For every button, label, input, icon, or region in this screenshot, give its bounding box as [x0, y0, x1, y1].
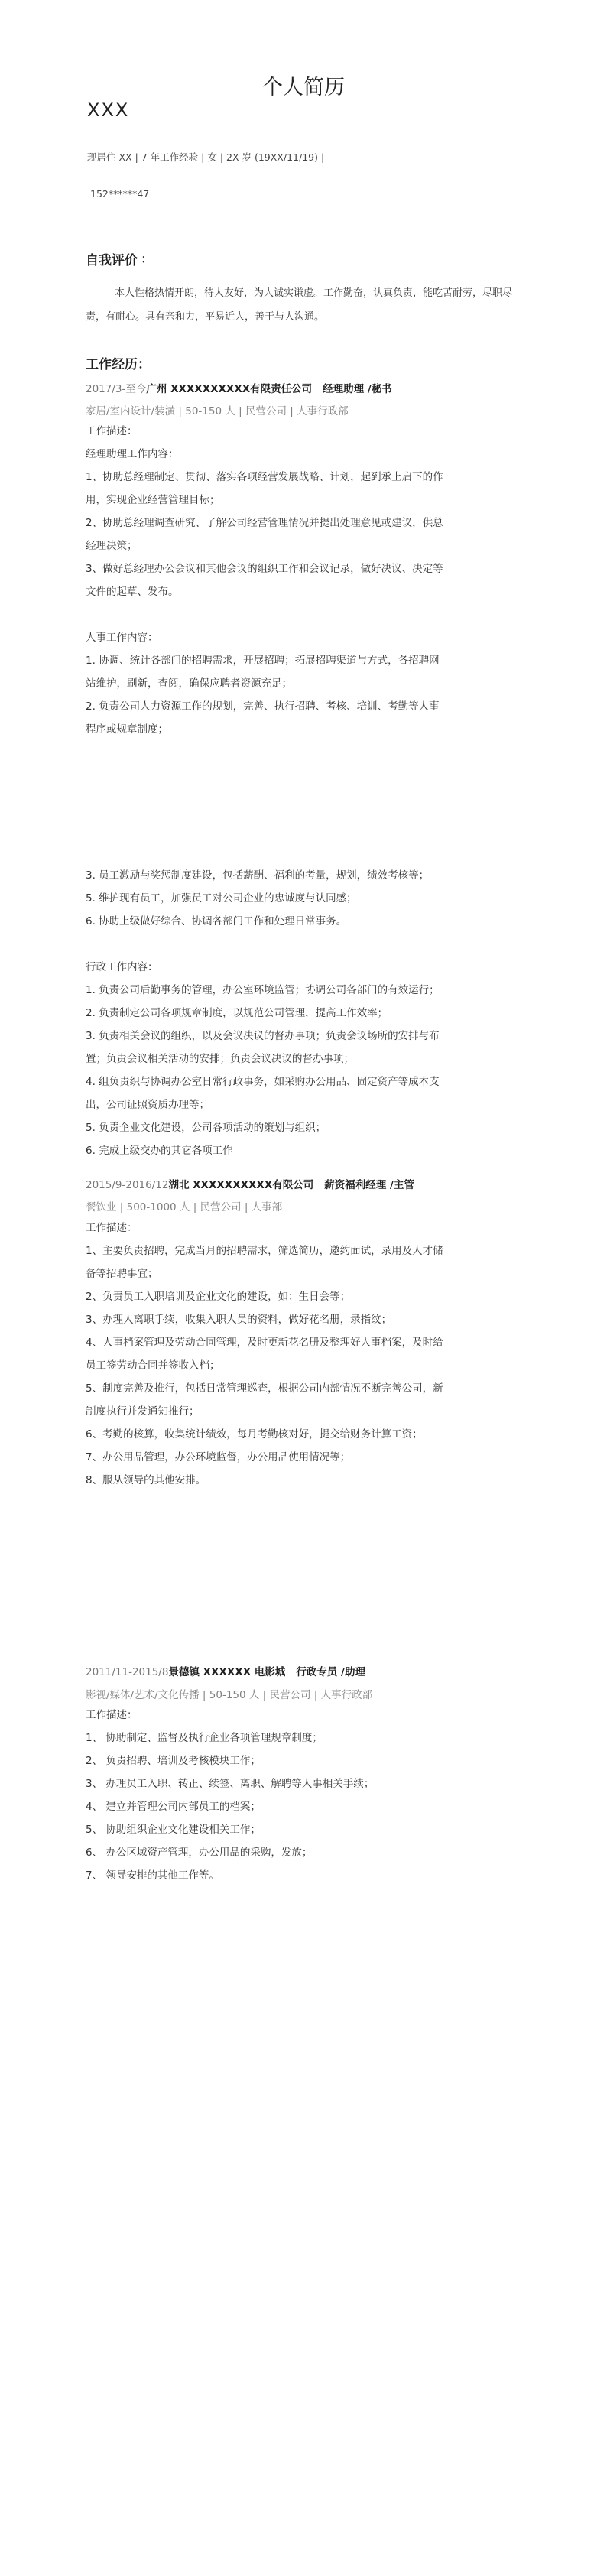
description-line: 6、考勤的核算，收集统计绩效，每月考勤核对好，提交给财务计算工资；: [86, 1428, 423, 1441]
job-meta: 影视/媒体/艺术/文化传播 | 50-150 人 | 民营公司 | 人事行政部: [86, 1689, 373, 1701]
description-line: 4、 建立并管理公司内部员工的档案；: [86, 1801, 261, 1813]
description-line: 4、人事档案管理及劳动合同管理，及时更新花名册及整理好人事档案，及时给: [86, 1337, 443, 1349]
description-line: 6、 办公区域资产管理，办公用品的采购，发放；: [86, 1847, 313, 1859]
job-title-line: [86, 380, 392, 395]
description-line: 2、 负责招聘、培训及考核模块工作；: [86, 1755, 261, 1767]
description-line: 3、办理人离职手续，收集入职人员的资料，做好花名册，录指纹；: [86, 1314, 392, 1326]
phone-number: 152******47: [90, 188, 150, 200]
description-line: 6. 完成上级交办的其它各项工作: [86, 1145, 233, 1157]
description-line: 经理助理工作内容：: [86, 448, 179, 460]
self-evaluation-heading-colon: ：: [141, 252, 154, 266]
description-line: 8、服从领导的其他安排。: [86, 1474, 206, 1486]
description-line: 5. 负责企业文化建设，公司各项活动的策划与组织；: [86, 1122, 326, 1134]
basic-info-line: 现居住 XX | 7 年工作经验 | 女 | 2X 岁 (19XX/11/19) |: [87, 151, 325, 163]
description-line: 1. 协调、统计各部门的招聘需求，开展招聘；拓展招聘渠道与方式，各招聘网: [86, 655, 440, 667]
job-company: 湖北 XXXXXXXXXX有限公司: [168, 1179, 314, 1191]
description-line: 5、 协助组织企业文化建设相关工作；: [86, 1824, 261, 1836]
description-line: 4. 组负责织与协调办公室日常行政事务，如采购办公用品、固定资产等成本支: [86, 1076, 440, 1088]
job-company: 景德镇 XXXXXX 电影城: [168, 1666, 286, 1678]
description-line: 制度执行并发通知推行；: [86, 1405, 200, 1418]
description-line: 6. 协助上级做好综合、协调各部门工作和处理日常事务。: [86, 915, 347, 927]
description-line: 5. 维护现有员工，加强员工对公司企业的忠诚度与认同感；: [86, 892, 357, 905]
description-line: 程序或规章制度；: [86, 723, 168, 736]
candidate-name: XXX: [87, 99, 130, 121]
job-meta: 家居/室内设计/装潢 | 50-150 人 | 民营公司 | 人事行政部: [86, 405, 349, 417]
self-evaluation-heading: [86, 249, 153, 268]
description-line: 7、办公用品管理，办公环境监督，办公用品使用情况等；: [86, 1451, 351, 1463]
description-line: 1、 协助制定、监督及执行企业各项管理规章制度；: [86, 1732, 323, 1744]
description-line: 7、 领导安排的其他工作等。: [86, 1869, 219, 1882]
description-line: 用，实现企业经营管理目标；: [86, 494, 220, 506]
description-line: 工作描述：: [86, 1222, 138, 1234]
job-description: [86, 420, 529, 741]
description-line: 3、做好总经理办公会议和其他会议的组织工作和会议记录，做好决议、决定等: [86, 563, 443, 575]
job-title-line: [86, 1176, 414, 1191]
job-description: [86, 1704, 529, 1887]
description-line: 2. 负责制定公司各项规章制度，以规范公司管理，提高工作效率；: [86, 1007, 388, 1019]
job-company: 广州 XXXXXXXXXX有限责任公司: [146, 383, 313, 395]
job-meta: 餐饮业 | 500-1000 人 | 民营公司 | 人事部: [86, 1201, 283, 1213]
description-line: 1. 负责公司后勤事务的管理，办公室环境监管；协调公司各部门的有效运行；: [86, 984, 440, 996]
job-position: 行政专员 /助理: [296, 1666, 365, 1678]
description-line: 员工签劳动合同并签收入档；: [86, 1359, 220, 1372]
description-line: 置；负责会议相关活动的安排；负责会议决议的督办事项；: [86, 1053, 354, 1065]
description-line: 经理决策；: [86, 540, 138, 552]
description-line: 1、协助总经理制定、贯彻、落实各项经营发展战略、计划，起到承上启下的作: [86, 471, 443, 483]
page-title: 个人简历: [262, 76, 345, 99]
description-line: 1、主要负责招聘，完成当月的招聘需求，筛选简历，邀约面试，录用及人才储: [86, 1245, 443, 1257]
description-line: 2. 负责公司人力资源工作的规划，完善、执行招聘、考核、培训、考勤等人事: [86, 700, 440, 713]
description-line: 3. 负责相关会议的组织，以及会议决议的督办事项；负责会议场所的安排与布: [86, 1030, 440, 1042]
job-period: 2015/9-2016/12: [86, 1179, 169, 1191]
description-line: 3、 办理员工入职、转正、续签、离职、解聘等人事相关手续；: [86, 1778, 375, 1790]
job-position: 薪资福利经理 /主管: [324, 1179, 414, 1191]
description-line: 备等招聘事宜；: [86, 1268, 158, 1280]
description-line: 行政工作内容：: [86, 961, 158, 973]
self-evaluation-text: 本人性格热情开朗，待人友好，为人诚实谦虚。工作勤奋，认真负责，能吃苦耐劳，尽职尽责，有耐心。具有亲和力，平易近人，善于与人沟通。: [86, 287, 513, 323]
description-line: 2、负责员工入职培训及企业文化的建设，如：生日会等；: [86, 1291, 351, 1303]
description-line: 3. 员工激励与奖惩制度建设，包括薪酬、福利的考量，规划，绩效考核等；: [86, 869, 430, 882]
description-line: 工作描述：: [86, 425, 138, 437]
work-experience-heading: 工作经历：: [86, 357, 151, 372]
description-line: 5、制度完善及推行，包括日常管理巡查，根据公司内部情况不断完善公司，新: [86, 1382, 443, 1395]
job-position: 经理助理 /秘书: [323, 383, 392, 395]
job-description-continued: [86, 864, 529, 1162]
description-line: [86, 603, 529, 626]
description-line: 出，公司证照资质办理等；: [86, 1099, 209, 1111]
self-evaluation-heading-text: 自我评价: [86, 253, 138, 268]
description-line: 文件的起草、发布。: [86, 586, 179, 598]
description-line: 人事工作内容：: [86, 632, 158, 644]
description-line: 2、协助总经理调查研究、了解公司经营管理情况并提出处理意见或建议，供总: [86, 517, 443, 529]
description-line: [86, 933, 529, 956]
description-line: 站维护，刷新，查阅，确保应聘者资源充足；: [86, 677, 292, 690]
job-title-line: [86, 1663, 365, 1678]
job-period: 2017/3-至今: [86, 383, 147, 395]
job-period: 2011/11-2015/8: [86, 1666, 169, 1678]
description-line: 工作描述：: [86, 1709, 138, 1721]
job-description: [86, 1217, 529, 1492]
